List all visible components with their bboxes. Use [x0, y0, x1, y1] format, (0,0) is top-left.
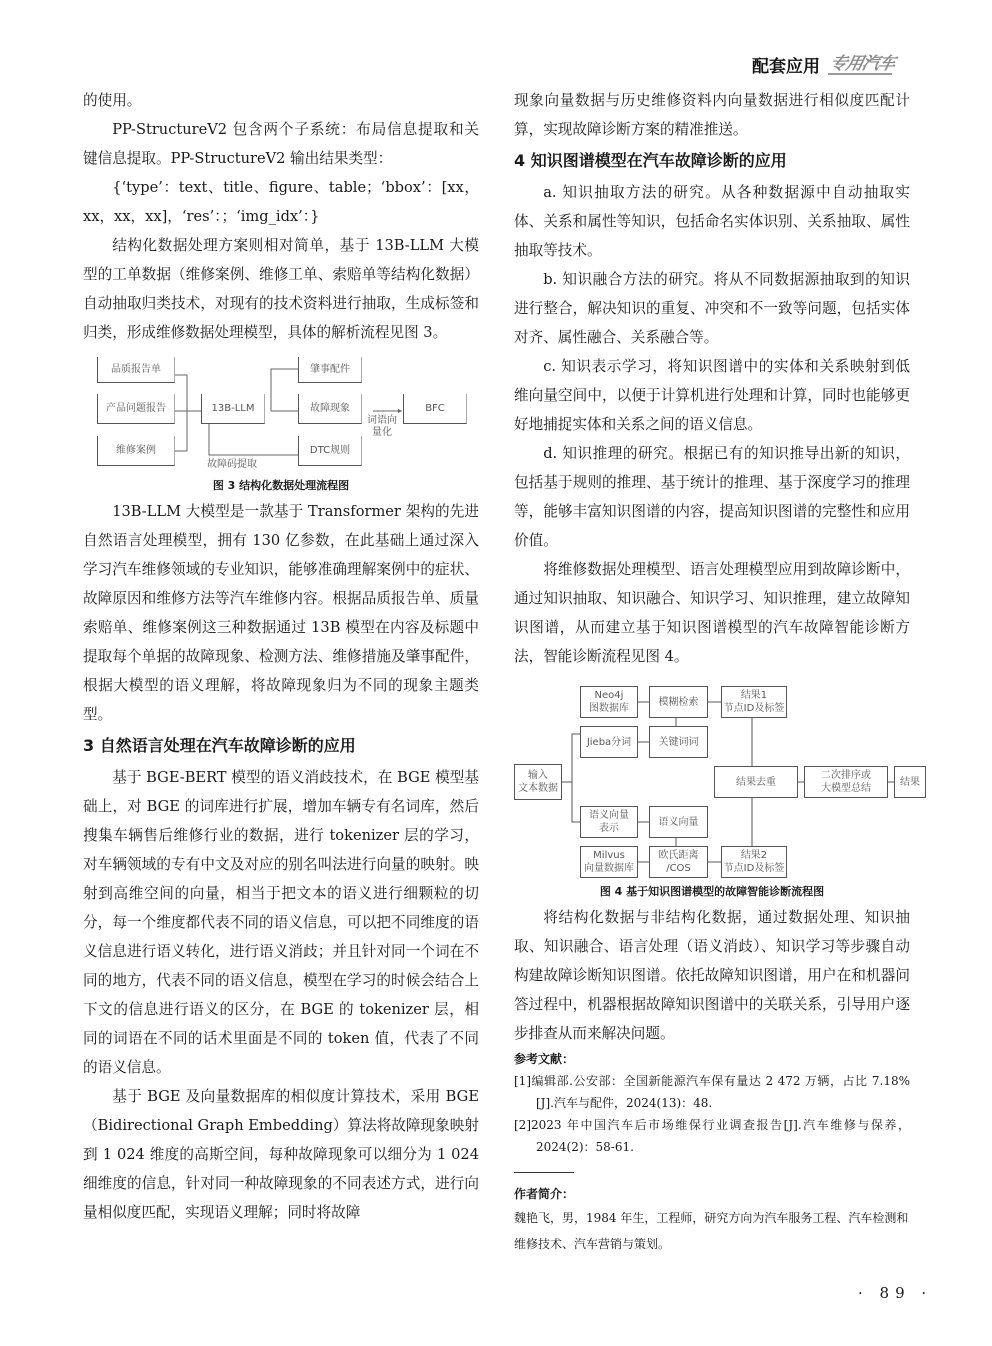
box-input-text: [514, 764, 562, 800]
box-label: 语义向量 表示: [589, 810, 629, 834]
box-fault-phenomenon: 故障现象: [298, 394, 362, 424]
paragraph: b. 知识融合方法的研究。将从不同数据源抽取到的知识进行整合，解决知识的重复、冲突和不一致等问题，包括实体对齐、属性融合、关系融合等。: [514, 271, 910, 346]
running-header: [752, 52, 897, 77]
box-label: 结果: [900, 776, 920, 788]
box-accident-parts: 肇事配件: [298, 357, 362, 383]
box-product-issue-report: 产品问题报告: [97, 394, 175, 424]
box-jieba: [580, 726, 638, 758]
section-heading-4: 4 知识图谱模型在汽车故障诊断的应用: [514, 151, 787, 170]
box-bfc: BFC: [403, 394, 467, 424]
box-label: 结果1 节点ID及标签: [723, 690, 785, 714]
box-label: 关键词词: [658, 736, 699, 748]
box-label: 欧氏距离 /COS: [658, 850, 699, 874]
box-label: 二次排序或 大模型总结: [821, 770, 871, 794]
box-fuzzy-search: [649, 686, 708, 718]
paragraph: 现象向量数据与历史维修资料内向量数据进行相似度匹配计算，实现故障诊断方案的精准推送。: [514, 92, 910, 138]
reference-item: [1]编辑部.公安部：全国新能源汽车保有量达 2 472 万辆，占比 7.18%[J].汽车与配件，2024(13)：48.: [514, 1074, 910, 1110]
paragraph: 基于 BGE-BERT 模型的语义消歧技术，在 BGE 模型基础上，对 BGE 的词库进行扩展，增加车辆专有名词库，然后搜集车辆售后维修行业的数据，进行 tokenizer 层的学习，对车辆领域的专有中文及对应的别名叫法进行向量的映射。映射到高维空间的向量，相当于把文本的语义进行细颗粒的切分，每一个维度都代表不同的语义信息，可以把不同维度的语义信息进行语义转化，进行语义消歧；并且针对同一个词在不同的地方，代表不同的语义信息，模型在学习的时候会结合上下文的信息进行语义的区分，在 BGE 的 tokenizer 层，相同的词语在不同的话术里面是不同的 token 值，代表了不同的语义信息。: [83, 769, 479, 1076]
box-final-result: [894, 766, 926, 798]
box-result-merge: [714, 766, 798, 798]
box-result-2: [721, 846, 787, 878]
box-result-1: [721, 686, 787, 718]
box-label: 输入 文本数据: [518, 770, 558, 794]
page-number: · 89 ·: [858, 1284, 933, 1302]
paragraph: 13B-LLM 大模型是一款基于 Transformer 架构的先进自然语言处理模型，拥有 130 亿参数，在此基础上通过深入学习汽车维修领域的专业知识，能够准确理解案例中的症状、故障原因和维修方法等汽车维修内容。根据品质报告单、质量索赔单、维修案例这三种数据通过 13B 模型在内容及标题中提取每个单据的故障现象、检测方法、维修措施及肇事配件，根据大模型的语义理解，将故障现象归为不同的现象主题类型。: [83, 503, 479, 723]
divider: [514, 1172, 574, 1173]
figure-3: [97, 357, 477, 475]
figure-4-caption: 图 4 基于知识图谱模型的故障智能诊断流程图: [599, 885, 825, 898]
box-quality-report: 品质报告单: [97, 357, 175, 383]
paragraph: PP-StructureV2 包含两个子系统：布局信息提取和关键信息提取。PP-StructureV2 输出结果类型：: [83, 121, 479, 167]
paragraph: 将结构化数据与非结构化数据，通过数据处理、知识抽取、知识融合、语言处理（语义消歧）、知识学习等步骤自动构建故障诊断知识图谱。依托故障知识图谱，用户在和机器问答过程中，机器根据故障知识图谱中的关联关系，引导用户逐步排查从而来解决问题。: [514, 909, 910, 1042]
references-title: 参考文献：: [514, 1052, 575, 1066]
figure-3-caption: 图 3 结构化数据处理流程图: [212, 479, 350, 492]
box-semantic-representation: [580, 806, 638, 838]
paragraph: 将维修数据处理模型、语言处理模型应用到故障诊断中，通过知识抽取、知识融合、知识学习、知识推理，建立故障知识图谱，从而建立基于知识图谱模型的汽车故障智能诊断方法，智能诊断流程见图 4。: [514, 561, 910, 665]
connector: [175, 375, 187, 451]
box-distance: [649, 846, 708, 878]
label-fault-code-extraction: 故障码提取: [207, 459, 257, 470]
paragraph: a. 知识抽取方法的研究。从各种数据源中自动抽取实体、关系和属性等知识，包括命名实体识别、关系抽取、属性抽取等技术。: [514, 184, 910, 259]
figure-4: [514, 681, 920, 874]
connector: [572, 782, 580, 822]
box-keyword: [649, 726, 708, 758]
box-semantic-vector: [649, 806, 708, 838]
box-label: Neo4j 图数据库: [589, 690, 629, 714]
section-heading-3: 3 自然语言处理在汽车故障诊断的应用: [83, 736, 356, 755]
right-column: [514, 86, 920, 1257]
reference-item: [2]2023 年中国汽车后市场维保行业调查报告[J].汽车维修与保养，2024(2)：58-61.: [514, 1118, 910, 1154]
author-bio: 魏艳飞，男，1984 年生，工程师，研究方向为汽车服务工程、汽车检测和维修技术、汽车营销与策划。: [514, 1211, 909, 1251]
box-repair-case: 维修案例: [97, 436, 175, 466]
box-13b-llm: 13B-LLM: [201, 394, 265, 424]
paragraph: 结构化数据处理方案则相对简单，基于 13B-LLM 大模型的工单数据（维修案例、维修工单、索赔单等结构化数据）自动抽取归类技术，对现有的技术资料进行抽取，生成标签和归类，形成维修数据处理模型，具体的解析流程见图 3。: [83, 237, 479, 341]
code-paragraph: {‘type’：text、title、figure、table；‘bbox’：[xx，xx，xx，xx]，‘res’：；‘img_idx’：}: [83, 179, 479, 225]
connector: [562, 734, 580, 782]
paragraph: 基于 BGE 及向量数据库的相似度计算技术，采用 BGE（Bidirectional Graph Embedding）算法将故障现象映射到 1 024 维度的高斯空间，每种故障现象可以细分为 1 024 细维度的信息，针对同一种故障现象的不同表述方式，进行向量相似度匹配，实现语义理解；同时将故障: [83, 1088, 479, 1221]
box-label: 模糊检索: [658, 696, 699, 708]
box-label: 结果去重: [736, 776, 776, 788]
box-label: Milvus 向量数据库: [584, 850, 634, 874]
box-dtc-rules: DTC规则: [298, 436, 362, 466]
paragraph: d. 知识推理的研究。根据已有的知识推导出新的知识，包括基于规则的推理、基于统计的推理、基于深度学习的推理等，能够丰富知识图谱的内容，提高知识图谱的完整性和应用价值。: [514, 445, 910, 549]
box-label: 结果2 节点ID及标签: [723, 850, 785, 874]
paragraph: 的使用。: [83, 92, 142, 109]
journal-logo: 专用汽车: [828, 53, 897, 74]
box-label: 语义向量: [658, 816, 699, 828]
label-word-vectorization: 词语向量化: [367, 415, 397, 438]
box-neo4j: [580, 686, 638, 718]
paragraph: c. 知识表示学习，将知识图谱中的实体和关系映射到低维向量空间中，以便于计算机进行处理和计算，同时也能够更好地捕捉实体和关系之间的语义信息。: [514, 358, 910, 433]
author-title: 作者简介：: [514, 1187, 575, 1201]
box-label: Jieba分词: [586, 736, 632, 748]
left-column: [83, 86, 479, 1227]
section-name: 配套应用: [752, 57, 820, 77]
box-milvus: [580, 846, 638, 878]
box-rerank: [804, 766, 888, 798]
